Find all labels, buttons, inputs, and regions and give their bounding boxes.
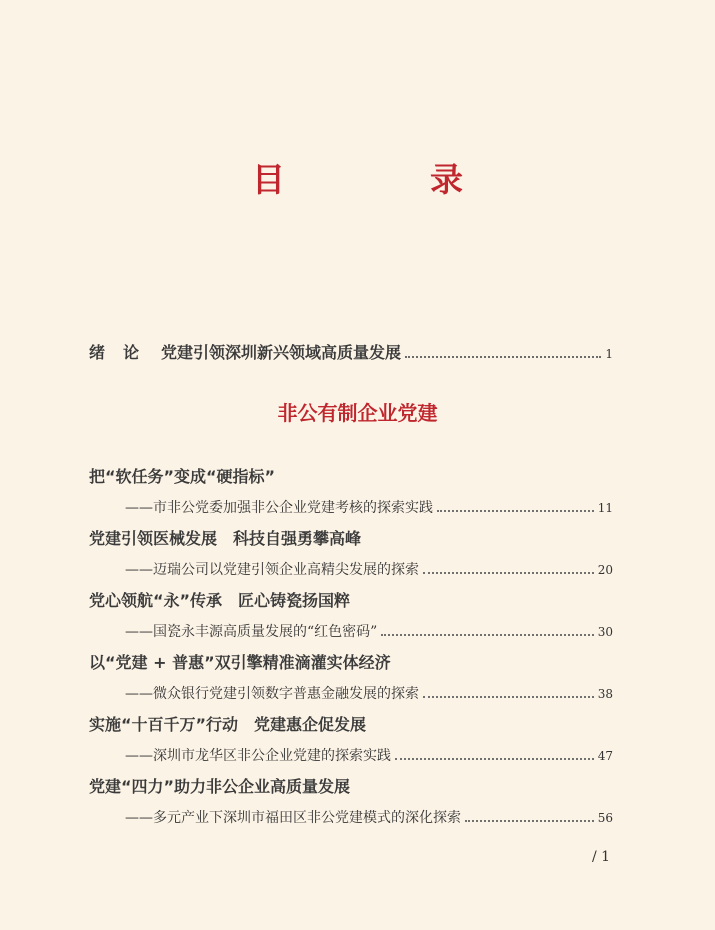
- toc-entry-subtitle: ——微众银行党建引领数字普惠金融发展的探索: [125, 686, 419, 702]
- section-heading: 非公有制企业党建: [277, 401, 438, 425]
- dot-leader: [437, 510, 594, 512]
- toc-intro-entry[interactable]: [89, 340, 613, 366]
- toc-entry-subtitle-row[interactable]: [89, 495, 613, 521]
- dot-leader: [405, 356, 601, 358]
- toc-entry-page-number: 47: [597, 749, 613, 763]
- dot-leader: [381, 634, 593, 636]
- toc-entry-title[interactable]: 党心领航“永”传承 匠心铸瓷扬国粹: [89, 591, 351, 610]
- toc-entry-subtitle: ——国瓷永丰源高质量发展的“红色密码”: [125, 624, 378, 640]
- toc-entry-subtitle: ——迈瑞公司以党建引领企业高精尖发展的探索: [125, 562, 419, 578]
- toc-entry-subtitle: ——市非公党委加强非公企业党建考核的探索实践: [125, 500, 433, 516]
- toc-entry-subtitle: ——多元产业下深圳市福田区非公党建模式的深化探索: [125, 810, 461, 826]
- toc-entry-title[interactable]: 把“软任务”变成“硬指标”: [89, 467, 276, 486]
- toc-entry-subtitle-row[interactable]: [89, 619, 613, 645]
- toc-entry-subtitle-row[interactable]: [89, 743, 613, 769]
- toc-entry-title[interactable]: 党建引领医械发展 科技自强勇攀高峰: [89, 529, 362, 548]
- toc-entry-title[interactable]: 党建“四力”助力非公企业高质量发展: [89, 777, 351, 796]
- dot-leader: [465, 820, 594, 822]
- toc-entry-page-number: 30: [597, 625, 613, 639]
- dot-leader: [423, 696, 594, 698]
- toc-entry-title[interactable]: 以“党建 + 普惠”双引擎精准滴灌实体经济: [89, 653, 391, 672]
- toc-entry-subtitle-row[interactable]: [89, 557, 613, 583]
- page-folio: / 1: [592, 849, 611, 865]
- intro-page-number: 1: [605, 347, 613, 361]
- toc-entry-page-number: 38: [597, 687, 613, 701]
- toc-entry-subtitle: ——深圳市龙华区非公企业党建的探索实践: [125, 748, 391, 764]
- intro-keyword: 绪论: [89, 343, 158, 362]
- toc-entry-page-number: 11: [597, 501, 613, 515]
- toc-entry-title[interactable]: 实施“十百千万”行动 党建惠企促发展: [89, 715, 367, 734]
- toc-entry-list: [89, 459, 613, 831]
- toc-entry-subtitle-row[interactable]: [89, 681, 613, 707]
- dot-leader: [395, 758, 594, 760]
- toc-entry-page-number: 56: [597, 811, 613, 825]
- dot-leader: [423, 572, 594, 574]
- intro-title: 党建引领深圳新兴领域高质量发展: [161, 343, 402, 362]
- toc-entry-subtitle-row[interactable]: [89, 805, 613, 831]
- toc-entry-page-number: 20: [597, 563, 613, 577]
- page-title: 目 录: [252, 160, 519, 199]
